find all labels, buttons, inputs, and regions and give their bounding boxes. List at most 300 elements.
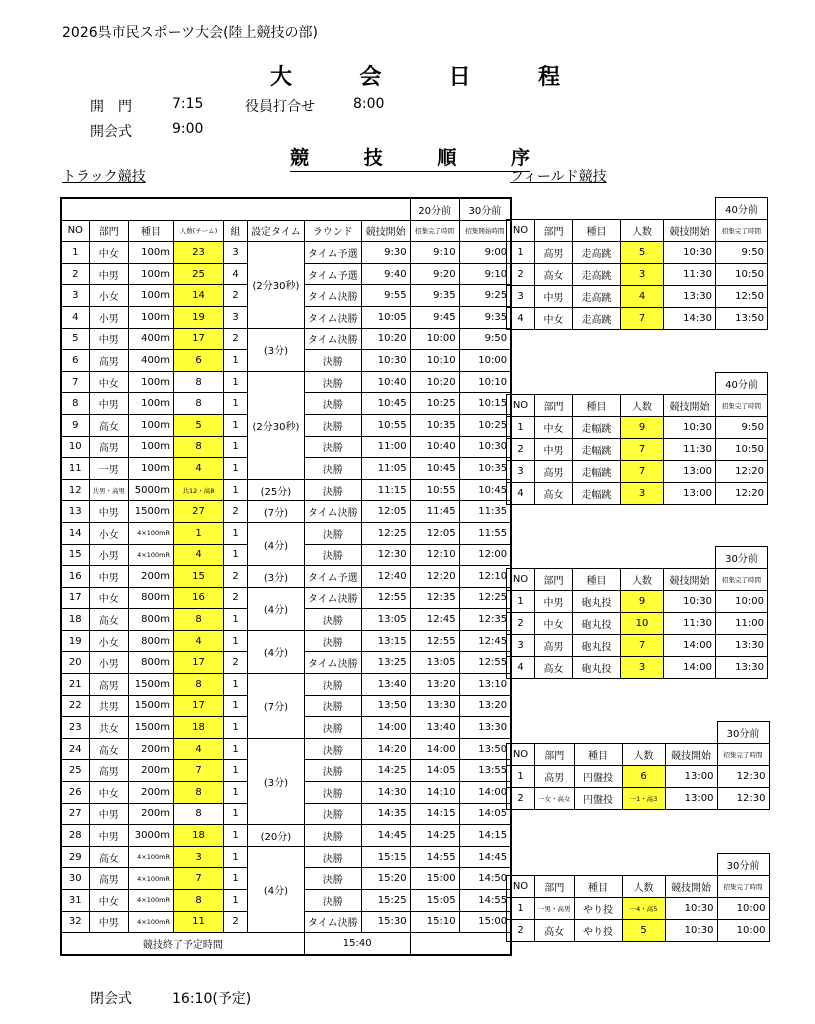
field-count: 9 <box>621 591 664 613</box>
field-count: 10 <box>621 613 664 635</box>
field-row <box>507 920 770 942</box>
track-start-time: 12:30 <box>361 544 410 566</box>
track-set-time: (4分) <box>248 846 305 932</box>
field-section-label: フィールド競技 <box>510 169 607 185</box>
track-count: 4 <box>174 458 224 480</box>
field-no: 4 <box>507 657 535 679</box>
track-start-time: 14:20 <box>361 738 410 760</box>
track-call-complete: 10:20 <box>410 371 459 393</box>
field-event: 砲丸投 <box>573 591 621 613</box>
track-heats: 1 <box>224 868 248 890</box>
field-header-row <box>507 876 770 898</box>
track-row <box>61 825 511 847</box>
main-title-char: 程 <box>537 65 560 90</box>
track-heats: 1 <box>224 479 248 501</box>
field-count: 3 <box>621 657 664 679</box>
track-call-start: 14:45 <box>459 846 511 868</box>
track-set-time: (3分) <box>248 328 305 371</box>
field-no: 1 <box>507 591 535 613</box>
track-round: タイム決勝 <box>304 501 361 523</box>
track-event: 100m <box>129 414 174 436</box>
track-start-time: 10:20 <box>361 328 410 350</box>
track-set-time: (3分) <box>248 566 305 588</box>
field-division: 高女 <box>535 920 575 942</box>
track-header-row <box>61 220 511 242</box>
track-call-complete: 14:05 <box>410 760 459 782</box>
track-round: タイム決勝 <box>304 328 361 350</box>
field-event: 円盤投 <box>574 766 622 788</box>
field-pre-header: 40分前 <box>716 198 768 220</box>
track-round: 決勝 <box>304 414 361 436</box>
track-row <box>61 328 511 350</box>
field-no: 1 <box>507 766 535 788</box>
track-division: 小女 <box>89 522 129 544</box>
track-division: 中男 <box>89 263 129 285</box>
track-start-time: 12:40 <box>361 566 410 588</box>
track-division: 中女 <box>89 587 129 609</box>
field-row <box>507 766 770 788</box>
field-no: 2 <box>507 788 535 810</box>
track-call-start: 10:25 <box>459 414 511 436</box>
track-call-complete: 13:20 <box>410 674 459 696</box>
track-row <box>61 522 511 544</box>
field-count: 6 <box>622 766 665 788</box>
track-start-time: 13:05 <box>361 609 410 631</box>
track-event: 100m <box>129 458 174 480</box>
track-division: 中男 <box>89 393 129 415</box>
track-round: 決勝 <box>304 803 361 825</box>
field-row <box>507 898 770 920</box>
field-count: 4 <box>621 286 664 308</box>
track-event: 5000m <box>129 479 174 501</box>
track-event: 1500m <box>129 717 174 739</box>
field-header-cell: 競技開始 <box>664 569 716 591</box>
track-heats: 1 <box>224 760 248 782</box>
track-event: 100m <box>129 242 174 264</box>
pre-header-30min: 30分前 <box>459 198 511 220</box>
track-no: 17 <box>61 587 89 609</box>
field-header-cell: 種目 <box>574 876 622 898</box>
track-row <box>61 587 511 609</box>
field-no: 4 <box>507 483 535 505</box>
track-pre-header-row <box>61 198 511 220</box>
field-event: 走幅跳 <box>573 461 621 483</box>
field-call-complete: 10:50 <box>716 264 768 286</box>
field-event: 走幅跳 <box>573 483 621 505</box>
track-count: 27 <box>174 501 224 523</box>
field-header-cell: 人数 <box>621 220 664 242</box>
field-start-time: 11:30 <box>664 264 716 286</box>
track-heats: 1 <box>224 717 248 739</box>
track-heats: 2 <box>224 328 248 350</box>
track-start-time: 12:05 <box>361 501 410 523</box>
track-call-start: 10:10 <box>459 371 511 393</box>
track-no: 27 <box>61 803 89 825</box>
track-no: 3 <box>61 285 89 307</box>
field-row <box>507 483 768 505</box>
track-round: 決勝 <box>304 825 361 847</box>
track-call-complete: 12:05 <box>410 522 459 544</box>
track-start-time: 13:15 <box>361 630 410 652</box>
field-header-cell: 競技開始 <box>665 876 717 898</box>
track-event: 100m <box>129 263 174 285</box>
track-count: 7 <box>174 868 224 890</box>
track-start-time: 15:15 <box>361 846 410 868</box>
track-count: 共12・高8 <box>174 479 224 501</box>
track-schedule-table <box>60 197 512 956</box>
track-heats: 1 <box>224 782 248 804</box>
track-start-time: 11:00 <box>361 436 410 458</box>
track-call-start: 14:15 <box>459 825 511 847</box>
field-no: 4 <box>507 308 535 330</box>
field-event: 走高跳 <box>573 242 621 264</box>
track-heats: 1 <box>224 350 248 372</box>
document-title: 2026呉市民スポーツ大会(陸上競技の部) <box>62 25 318 41</box>
track-count: 15 <box>174 566 224 588</box>
field-header-cell: 種目 <box>574 744 622 766</box>
field-start-time: 14:00 <box>664 635 716 657</box>
track-heats: 1 <box>224 630 248 652</box>
track-division: 中女 <box>89 890 129 912</box>
track-division: 小男 <box>89 544 129 566</box>
field-division: 中女 <box>535 613 573 635</box>
track-call-start: 10:15 <box>459 393 511 415</box>
track-call-start: 14:05 <box>459 803 511 825</box>
field-pre-header-row <box>507 547 768 569</box>
field-count: 5 <box>622 920 665 942</box>
track-round: 決勝 <box>304 695 361 717</box>
track-count: 7 <box>174 760 224 782</box>
field-pre-header-row <box>507 854 770 876</box>
track-set-time: (7分) <box>248 501 305 523</box>
field-start-time: 13:00 <box>664 483 716 505</box>
track-call-start: 14:50 <box>459 868 511 890</box>
track-row <box>61 479 511 501</box>
track-event: 4×100mR <box>129 522 174 544</box>
track-no: 11 <box>61 458 89 480</box>
track-no: 23 <box>61 717 89 739</box>
track-call-start: 9:00 <box>459 242 511 264</box>
track-no: 8 <box>61 393 89 415</box>
field-event-table <box>506 546 768 679</box>
track-call-complete: 10:35 <box>410 414 459 436</box>
section-title-char: 技 <box>363 147 383 169</box>
field-start-time: 10:30 <box>664 242 716 264</box>
track-call-start: 11:35 <box>459 501 511 523</box>
field-header-cell: 種目 <box>573 220 621 242</box>
track-set-time: (4分) <box>248 522 305 565</box>
track-count: 8 <box>174 436 224 458</box>
track-call-complete: 14:10 <box>410 782 459 804</box>
track-call-complete: 10:45 <box>410 458 459 480</box>
track-no: 30 <box>61 868 89 890</box>
track-division: 一男 <box>89 458 129 480</box>
track-row <box>61 371 511 393</box>
track-call-complete: 12:20 <box>410 566 459 588</box>
track-division: 中男 <box>89 825 129 847</box>
field-header-cell: 招集完了時間 <box>717 744 769 766</box>
pre-header-20min: 20分前 <box>410 198 459 220</box>
field-no: 2 <box>507 264 535 286</box>
track-call-start: 15:00 <box>459 911 511 933</box>
track-round: 決勝 <box>304 674 361 696</box>
track-event: 200m <box>129 738 174 760</box>
track-start-time: 13:50 <box>361 695 410 717</box>
field-header-cell: 招集完了時間 <box>716 220 768 242</box>
track-start-time: 9:55 <box>361 285 410 307</box>
track-event: 1500m <box>129 695 174 717</box>
track-count: 1 <box>174 522 224 544</box>
track-set-time: (25分) <box>248 479 305 501</box>
section-title-char: 序 <box>510 147 530 169</box>
opening-ceremony-time: 9:00 <box>172 121 204 137</box>
field-event-table <box>506 853 770 942</box>
track-start-time: 12:25 <box>361 522 410 544</box>
track-count: 16 <box>174 587 224 609</box>
field-count: 7 <box>621 635 664 657</box>
track-call-start: 12:45 <box>459 630 511 652</box>
track-division: 共男・高男 <box>89 479 129 501</box>
track-no: 25 <box>61 760 89 782</box>
track-call-complete: 14:15 <box>410 803 459 825</box>
field-header-cell: NO <box>507 395 535 417</box>
field-header-cell: 部門 <box>535 569 573 591</box>
track-division: 共男 <box>89 695 129 717</box>
field-event-table <box>506 372 768 505</box>
track-start-time: 9:30 <box>361 242 410 264</box>
kaimon-label: 開 門 <box>90 99 132 115</box>
track-call-complete: 10:55 <box>410 479 459 501</box>
field-row <box>507 657 768 679</box>
track-end-row <box>61 933 511 955</box>
track-start-time: 10:30 <box>361 350 410 372</box>
yakuin-label: 役員打合せ <box>245 99 315 115</box>
field-call-complete: 13:30 <box>716 657 768 679</box>
track-division: 中女 <box>89 242 129 264</box>
track-no: 18 <box>61 609 89 631</box>
field-start-time: 11:30 <box>664 613 716 635</box>
track-header-cell: 組 <box>224 220 248 242</box>
field-header-cell: 人数 <box>621 395 664 417</box>
track-heats: 2 <box>224 587 248 609</box>
track-no: 13 <box>61 501 89 523</box>
track-round: 決勝 <box>304 846 361 868</box>
track-event: 4×100mR <box>129 846 174 868</box>
track-call-start: 10:35 <box>459 458 511 480</box>
track-round: タイム決勝 <box>304 587 361 609</box>
track-heats: 1 <box>224 393 248 415</box>
field-header-cell: 部門 <box>535 220 573 242</box>
field-row <box>507 264 768 286</box>
field-no: 3 <box>507 635 535 657</box>
track-heats: 2 <box>224 911 248 933</box>
track-call-complete: 11:45 <box>410 501 459 523</box>
field-event: 走幅跳 <box>573 417 621 439</box>
field-event: 砲丸投 <box>573 657 621 679</box>
track-division: 小女 <box>89 285 129 307</box>
track-round: 決勝 <box>304 350 361 372</box>
field-header-cell: 競技開始 <box>664 395 716 417</box>
field-pre-header-blank <box>507 722 718 744</box>
field-count: 7 <box>621 461 664 483</box>
track-header-cell: ラウンド <box>304 220 361 242</box>
track-count: 4 <box>174 630 224 652</box>
field-count: 3 <box>621 264 664 286</box>
field-start-time: 10:30 <box>664 591 716 613</box>
field-call-complete: 11:00 <box>716 613 768 635</box>
track-count: 18 <box>174 825 224 847</box>
track-call-start: 11:55 <box>459 522 511 544</box>
track-heats: 1 <box>224 371 248 393</box>
field-event: やり投 <box>574 920 622 942</box>
field-header-row <box>507 569 768 591</box>
yakuin-time: 8:00 <box>353 96 385 112</box>
track-event: 1500m <box>129 501 174 523</box>
track-no: 12 <box>61 479 89 501</box>
track-event: 200m <box>129 803 174 825</box>
field-pre-header-blank <box>507 547 716 569</box>
track-no: 22 <box>61 695 89 717</box>
track-start-time: 14:30 <box>361 782 410 804</box>
track-call-complete: 9:45 <box>410 306 459 328</box>
field-start-time: 11:30 <box>664 439 716 461</box>
track-call-start: 9:50 <box>459 328 511 350</box>
track-heats: 1 <box>224 522 248 544</box>
field-division: 高女 <box>535 657 573 679</box>
field-division: 高女 <box>535 264 573 286</box>
track-call-start: 12:55 <box>459 652 511 674</box>
track-no: 5 <box>61 328 89 350</box>
track-event: 100m <box>129 371 174 393</box>
track-row <box>61 566 511 588</box>
track-start-time: 9:40 <box>361 263 410 285</box>
track-division: 高女 <box>89 738 129 760</box>
track-count: 17 <box>174 695 224 717</box>
field-header-cell: 競技開始 <box>664 220 716 242</box>
track-division: 中女 <box>89 782 129 804</box>
track-event: 4×100mR <box>129 544 174 566</box>
field-pre-header: 30分前 <box>717 854 769 876</box>
track-no: 32 <box>61 911 89 933</box>
field-header-cell: 部門 <box>535 744 575 766</box>
track-call-start: 14:55 <box>459 890 511 912</box>
field-no: 1 <box>507 242 535 264</box>
track-set-time: (2分30秒) <box>248 242 305 328</box>
track-round: 決勝 <box>304 436 361 458</box>
track-event: 1500m <box>129 674 174 696</box>
track-count: 8 <box>174 393 224 415</box>
track-round: タイム予選 <box>304 566 361 588</box>
field-count: 7 <box>621 439 664 461</box>
track-call-complete: 14:25 <box>410 825 459 847</box>
track-round: タイム決勝 <box>304 306 361 328</box>
track-count: 8 <box>174 782 224 804</box>
track-heats: 4 <box>224 263 248 285</box>
track-header-cell: 種目 <box>129 220 174 242</box>
field-row <box>507 308 768 330</box>
track-call-complete: 15:00 <box>410 868 459 890</box>
track-round: 決勝 <box>304 522 361 544</box>
track-call-start: 12:00 <box>459 544 511 566</box>
track-call-start: 12:35 <box>459 609 511 631</box>
section-title-char: 競 <box>290 147 310 169</box>
track-heats: 1 <box>224 825 248 847</box>
track-header-cell: 招集開始時間 <box>459 220 511 242</box>
field-event: やり投 <box>574 898 622 920</box>
track-heats: 1 <box>224 738 248 760</box>
field-start-time: 13:00 <box>664 461 716 483</box>
track-count: 8 <box>174 674 224 696</box>
track-event: 100m <box>129 285 174 307</box>
field-call-complete: 13:50 <box>716 308 768 330</box>
field-header-cell: 人数 <box>622 876 665 898</box>
track-round: 決勝 <box>304 393 361 415</box>
field-call-complete: 9:50 <box>716 242 768 264</box>
track-division: 中女 <box>89 371 129 393</box>
track-call-start: 9:25 <box>459 285 511 307</box>
field-start-time: 10:30 <box>665 920 717 942</box>
field-call-complete: 12:20 <box>716 483 768 505</box>
field-event-table <box>506 721 770 810</box>
track-event: 100m <box>129 436 174 458</box>
track-division: 中男 <box>89 803 129 825</box>
track-call-complete: 9:20 <box>410 263 459 285</box>
track-round: 決勝 <box>304 717 361 739</box>
field-pre-header-row <box>507 722 770 744</box>
track-call-complete: 15:05 <box>410 890 459 912</box>
track-call-complete: 12:10 <box>410 544 459 566</box>
main-title <box>270 60 560 91</box>
field-no: 2 <box>507 439 535 461</box>
track-row <box>61 846 511 868</box>
track-round: 決勝 <box>304 760 361 782</box>
track-count: 8 <box>174 609 224 631</box>
field-count: 7 <box>621 308 664 330</box>
track-no: 14 <box>61 522 89 544</box>
field-count: 一4・高5 <box>622 898 665 920</box>
track-division: 高男 <box>89 868 129 890</box>
track-call-complete: 12:45 <box>410 609 459 631</box>
track-event: 800m <box>129 587 174 609</box>
field-event: 走幅跳 <box>573 439 621 461</box>
track-set-time: (2分30秒) <box>248 371 305 479</box>
field-division: 一女・高女 <box>535 788 575 810</box>
track-call-complete: 14:55 <box>410 846 459 868</box>
track-row <box>61 630 511 652</box>
track-round: 決勝 <box>304 371 361 393</box>
end-time-label: 競技終了予定時間 <box>61 933 304 955</box>
track-event: 800m <box>129 630 174 652</box>
track-event: 3000m <box>129 825 174 847</box>
track-division: 小男 <box>89 652 129 674</box>
track-round: 決勝 <box>304 458 361 480</box>
track-no: 26 <box>61 782 89 804</box>
field-pre-header-blank <box>507 198 716 220</box>
field-header-cell: 種目 <box>573 569 621 591</box>
track-division: 中男 <box>89 911 129 933</box>
track-start-time: 12:55 <box>361 587 410 609</box>
track-set-time: (4分) <box>248 587 305 630</box>
track-start-time: 13:40 <box>361 674 410 696</box>
track-call-complete: 12:55 <box>410 630 459 652</box>
field-header-cell: 部門 <box>535 876 575 898</box>
track-count: 23 <box>174 242 224 264</box>
track-division: 小男 <box>89 306 129 328</box>
track-row <box>61 501 511 523</box>
track-division: 中男 <box>89 566 129 588</box>
field-start-time: 10:30 <box>665 898 717 920</box>
field-no: 2 <box>507 613 535 635</box>
